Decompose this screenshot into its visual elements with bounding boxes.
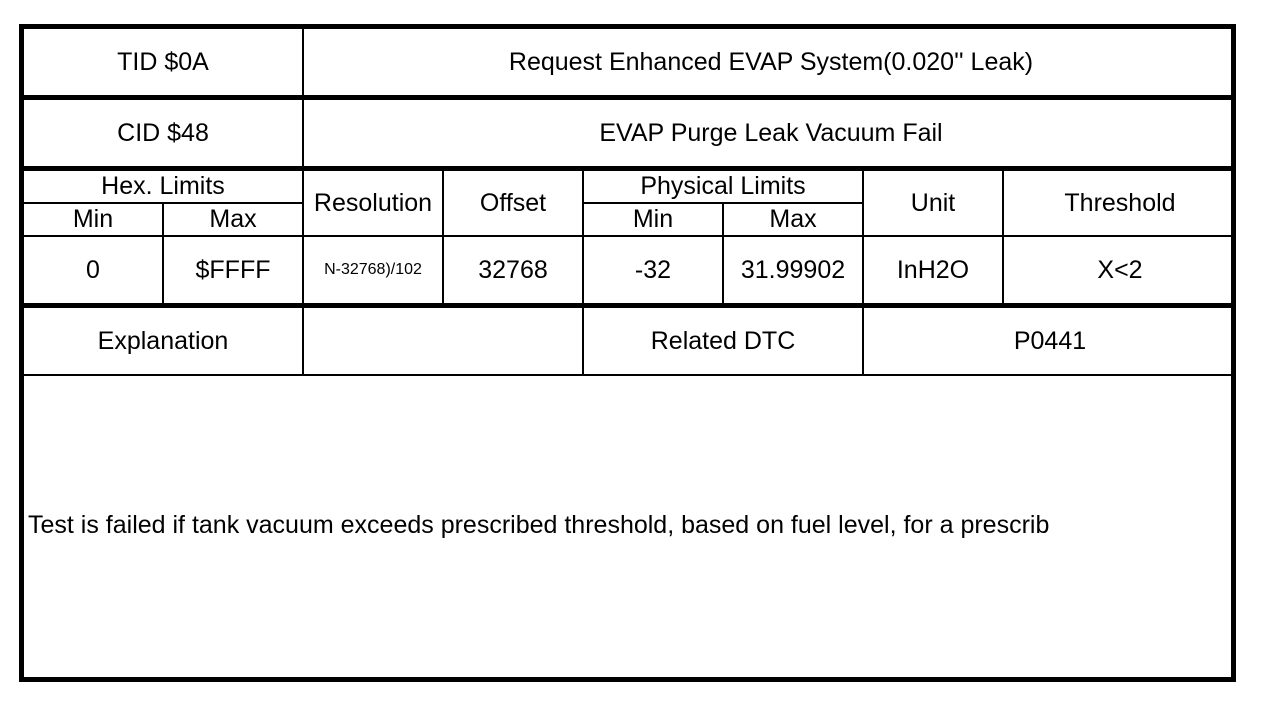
phys-min-header: Min: [632, 205, 674, 233]
related-dtc-label: Related DTC: [650, 326, 796, 355]
obd-test-table: [19, 24, 1236, 682]
column-divider: [162, 204, 164, 303]
unit-header: Unit: [910, 188, 956, 217]
explanation-label: Explanation: [97, 326, 229, 355]
related-dtc-value: P0441: [1013, 326, 1087, 355]
unit-value: InH2O: [896, 255, 970, 284]
phys-max-value: 31.99902: [740, 255, 846, 284]
row-divider: [24, 95, 1236, 100]
column-divider: [442, 171, 444, 303]
cid-description: EVAP Purge Leak Vacuum Fail: [599, 118, 943, 147]
phys-min-value: -32: [634, 255, 672, 284]
row-divider: [24, 235, 1236, 237]
hex-min-header: Min: [72, 205, 114, 233]
phys-max-header: Max: [769, 205, 817, 233]
hex-limits-header: Hex. Limits: [101, 172, 225, 200]
tid-description: Request Enhanced EVAP System(0.020'' Leak): [508, 47, 1034, 76]
row-divider: [24, 374, 1236, 376]
threshold-value: X<2: [1097, 255, 1143, 284]
threshold-header: Threshold: [1064, 188, 1176, 217]
explanation-text: Test is failed if tank vacuum exceeds prescribed threshold, based on fuel level, for a prescrib: [28, 511, 1050, 539]
column-divider: [862, 171, 864, 374]
row-divider: [24, 166, 1236, 171]
offset-header: Offset: [479, 188, 547, 217]
hex-max-header: Max: [209, 205, 257, 233]
cid-label: CID $48: [117, 118, 209, 147]
explanation-value: [304, 308, 582, 374]
offset-value: 32768: [478, 255, 548, 284]
column-divider: [722, 204, 724, 303]
column-divider: [302, 29, 304, 374]
column-divider: [582, 171, 584, 374]
column-divider: [1002, 171, 1004, 303]
physical-limits-header: Physical Limits: [640, 172, 806, 200]
hex-min-value: 0: [86, 255, 100, 284]
tid-label: TID $0A: [117, 47, 209, 76]
hex-max-value: $FFFF: [195, 255, 271, 284]
resolution-header: Resolution: [313, 188, 433, 217]
row-divider: [24, 303, 1236, 308]
resolution-value: N-32768)/102: [324, 261, 422, 278]
